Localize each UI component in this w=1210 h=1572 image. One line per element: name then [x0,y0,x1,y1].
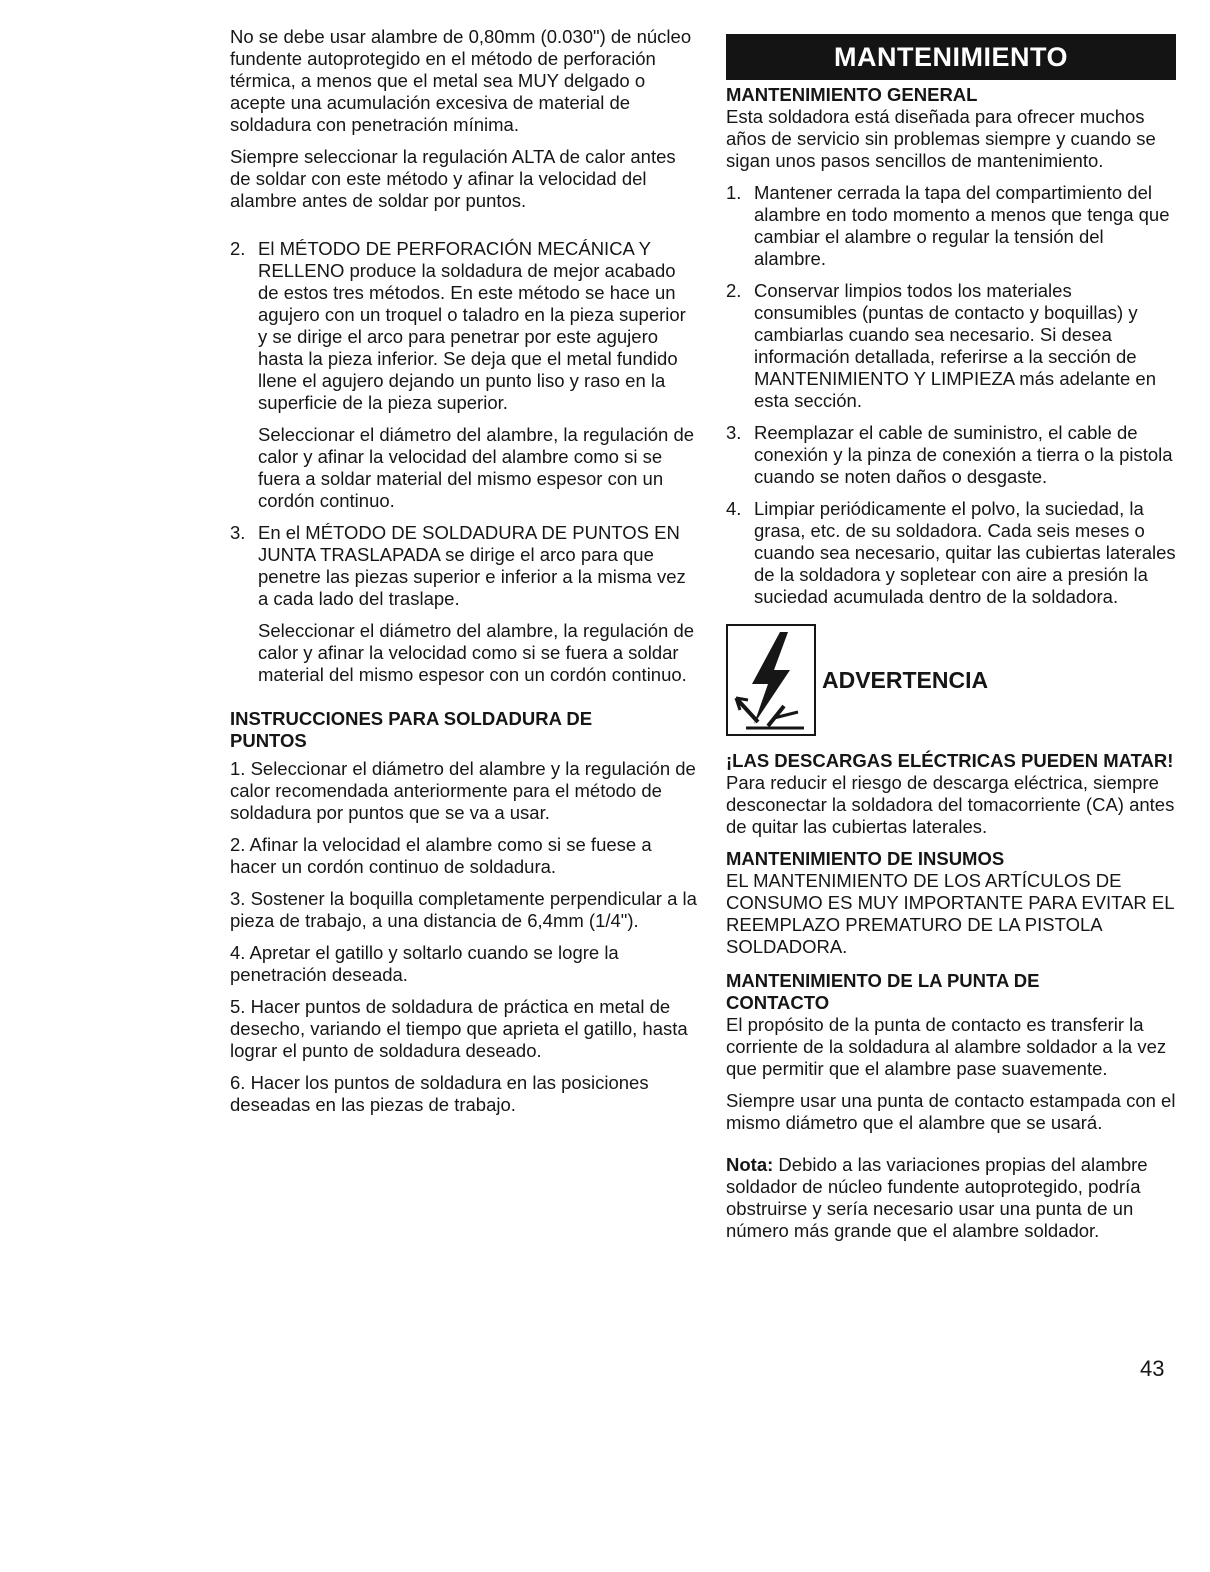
item-number: 1. [726,182,742,203]
section-heading: INSTRUCCIONES PARA SOLDADURA DE PUNTOS [230,708,593,751]
list-item [726,280,1176,412]
note-label: Nota: [726,1154,774,1175]
insumos-text: EL MANTENIMIENTO DE LOS ARTÍCULOS DE CONSUMO ES MUY IMPORTANTE PARA EVITAR EL REEMPLAZO PREMATURO DE LA PISTOLA SOLDADORA. [726,870,1174,957]
warning-title: ADVERTENCIA [822,666,989,693]
left-column [230,26,700,1116]
general-text: Esta soldadora está diseñada para ofrecer muchos años de servicio sin problemas siempre y cuando se sigan unos pasos sencillos de mantenimiento. [726,106,1156,171]
page-number: 43 [1140,1356,1165,1381]
left-paragraph-2: Siempre seleccionar la regulación ALTA de calor antes de soldar con este método y afinar la velocidad del alambre antes de soldar por puntos. [230,146,676,211]
item-number: 2. [230,238,246,259]
list-item [230,522,700,610]
item-subparagraph: Seleccionar el diámetro del alambre, la regulación de calor y afinar la velocidad como si se fuera a soldar material del mismo espesor con un cordón continuo. [258,620,695,685]
item-text: Conservar limpios todos los materiales consumibles (puntas de contacto y boquillas) y cambiarlas cuando sea necesario. Si desea información detallada, referirse a la sección de MANTENIMIENTO Y LIMPIEZA más adelante en esta sección. [754,280,1157,411]
step-4: 4. Apretar el gatillo y soltarlo cuando se logre la penetración deseada. [230,942,619,985]
warning-bold: ¡LAS DESCARGAS ELÉCTRICAS PUEDEN MATAR! [726,750,1174,771]
step-5: 5. Hacer puntos de soldadura de práctica en metal de desecho, variando el tiempo que aprieta el gatillo, hasta lograr el punto de soldadura deseado. [230,996,688,1061]
list-item [726,422,1176,488]
list-item [726,498,1176,608]
section-heading: MANTENIMIENTO DE LA PUNTA DE CONTACTO [726,970,1040,1013]
list-item [726,182,1176,270]
warning-text [726,750,1176,838]
note-text [726,1154,1176,1242]
left-paragraph-1: No se debe usar alambre de 0,80mm (0.030") de núcleo fundente autoprotegido en el método de perforación térmica, a menos que el metal sea MUY delgado o acepte una acumulación excesiva de material de soldadura con penetración mínima. [230,26,692,135]
item-text: Limpiar periódicamente el polvo, la suciedad, la grasa, etc. de su soldadora. Cada seis meses o cuando sea necesario, quitar las cubiertas laterales de la soldadora y sopletear con aire a presión la suciedad acumulada dentro de la soldadora. [754,498,1176,607]
electric-shock-warning-icon [726,624,816,736]
item-number: 3. [726,422,742,443]
step-6: 6. Hacer los puntos de soldadura en las posiciones deseadas en las piezas de trabajo. [230,1072,649,1115]
warning-header [726,624,1176,736]
item-text: El MÉTODO DE PERFORACIÓN MECÁNICA Y RELLENO produce la soldadura de mejor acabado de estos tres métodos. En este método se hace un agujero con un troquel o taladro en la pieza superior y se dirige el arco para penetrar por este agujero hasta la pieza inferior. Se deja que el metal fundido llene el agujero dejando un punto liso y raso en la superficie de la pieza superior. [258,238,686,413]
note-body: Debido a las variaciones propias del alambre soldador de núcleo fundente autoprotegido, podría obstruirse y sería necesario usar una punta de un número más grande que el alambre soldador. [726,1154,1148,1241]
item-number: 4. [726,498,742,519]
item-subparagraph: Seleccionar el diámetro del alambre, la regulación de calor y afinar la velocidad del alambre como si se fuera a soldar material del mismo espesor con un cordón continuo. [258,424,695,511]
warning-body: Para reducir el riesgo de descarga eléctrica, siempre desconectar la soldadora del tomacorriente (CA) antes de quitar las cubiertas laterales. [726,772,1175,837]
item-number: 2. [726,280,742,301]
item-text: En el MÉTODO DE SOLDADURA DE PUNTOS EN JUNTA TRASLAPADA se dirige el arco para que penetre las piezas superior e inferior a la misma vez a cada lado del traslape. [258,522,686,609]
step-3: 3. Sostener la boquilla completamente perpendicular a la pieza de trabajo, a una distancia de 6,4mm (1/4"). [230,888,697,931]
item-number: 3. [230,522,246,543]
item-text: Mantener cerrada la tapa del compartimiento del alambre en todo momento a menos que tenga que cambiar el alambre o regular la tensión del alambre. [754,182,1170,269]
step-1: 1. Seleccionar el diámetro del alambre y la regulación de calor recomendada anteriormente para el método de soldadura por puntos que se va a usar. [230,758,696,823]
right-column [726,26,1176,1242]
punta-text-2: Siempre usar una punta de contacto estampada con el mismo diámetro que el alambre que se usará. [726,1090,1176,1133]
section-heading: MANTENIMIENTO GENERAL [726,84,978,105]
section-banner: MANTENIMIENTO [726,34,1176,80]
list-item [230,238,700,414]
punta-text-1: El propósito de la punta de contacto es transferir la corriente de la soldadura al alambre soldador a la vez que permitir que el alambre pase suavemente. [726,1014,1167,1079]
step-2: 2. Afinar la velocidad el alambre como si se fuese a hacer un cordón continuo de soldadura. [230,834,652,877]
item-text: Reemplazar el cable de suministro, el cable de conexión y la pinza de conexión a tierra o la pistola cuando se noten daños o desgaste. [754,422,1173,487]
section-heading: MANTENIMIENTO DE INSUMOS [726,848,1005,869]
